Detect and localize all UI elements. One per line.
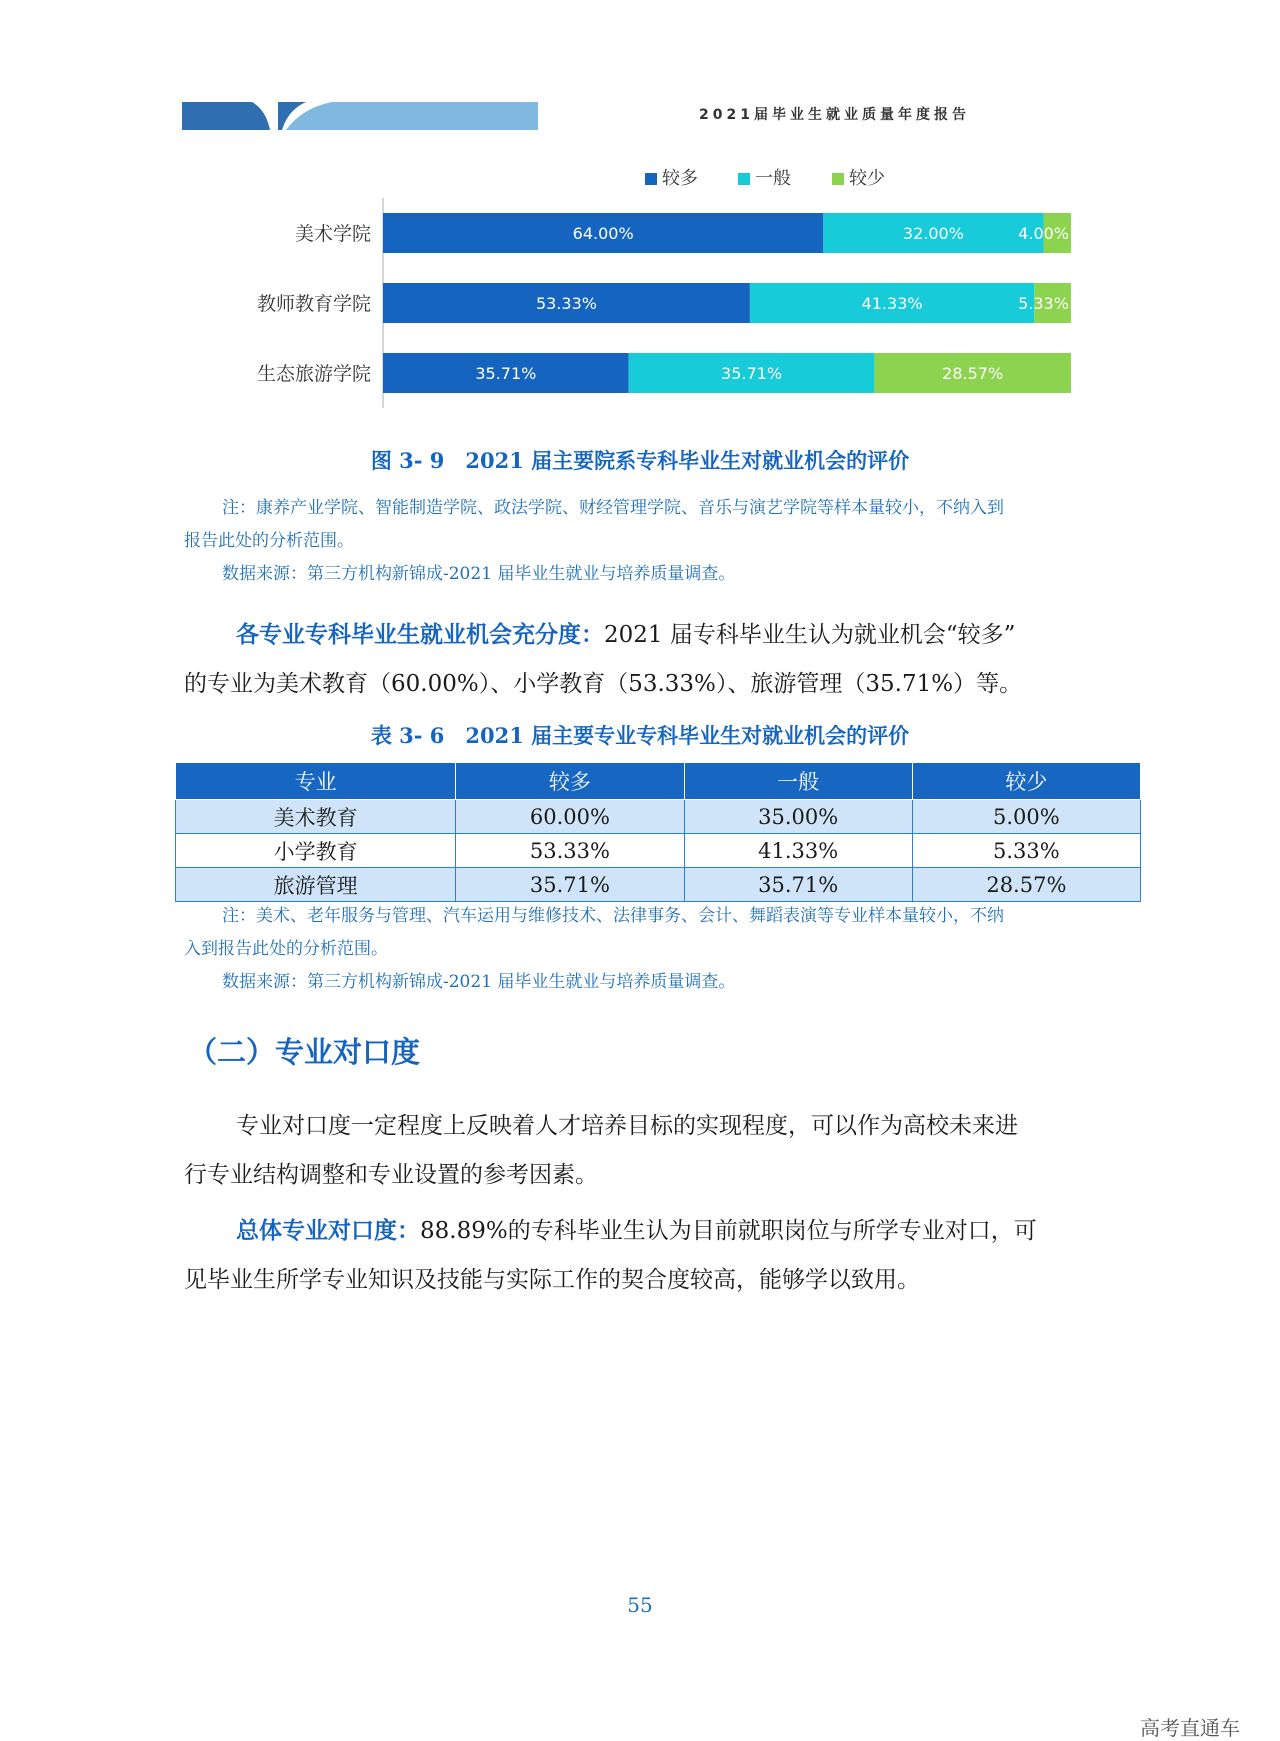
legend-swatch: [832, 173, 844, 185]
bar-data-label: 4.00%: [1018, 224, 1069, 243]
category-label: 美术学院: [294, 223, 371, 245]
table-cell: 5.00%: [912, 800, 1140, 834]
legend-swatch: [645, 173, 657, 185]
table-row: [176, 800, 1141, 834]
table-cell: 35.71%: [456, 868, 684, 902]
figure-note-line1: 注：康养产业学院、智能制造学院、政法学院、财经管理学院、音乐与演艺学院等样本量较小，不纳入到: [222, 498, 1004, 518]
table-header-row: [176, 763, 1141, 800]
table-cell: 5.33%: [912, 834, 1140, 868]
report-header-title: 2021届毕业生就业质量年度报告: [699, 107, 970, 123]
figure-note: [184, 492, 1114, 591]
table-cell: 28.57%: [912, 868, 1140, 902]
legend-label: 较少: [849, 168, 885, 189]
paragraph-text-line1: 88.89%的专科毕业生认为目前就职岗位与所学专业对口，可: [420, 1218, 1037, 1244]
table-note: [184, 900, 1114, 999]
paragraph-text-line2: 见毕业生所学专业知识及技能与实际工作的契合度较高，能够学以致用。: [184, 1267, 920, 1293]
paragraph-employment-opportunity: [184, 610, 1114, 709]
table-cell: 41.33%: [684, 834, 912, 868]
table-cell: 美术教育: [176, 800, 456, 834]
table-note-line1: 注：美术、老年服务与管理、汽车运用与维修技术、法律事务、会计、舞蹈表演等专业样本量较小，不纳: [222, 906, 1004, 926]
paragraph-overall-match: [184, 1206, 1114, 1305]
bar-data-label: 53.33%: [535, 294, 597, 313]
table-row: [176, 834, 1141, 868]
category-label: 生态旅游学院: [256, 363, 371, 385]
table-header-cell: 一般: [684, 763, 912, 800]
table-caption: 表 3- 6 2021 届主要专业专科毕业生对就业机会的评价: [370, 723, 910, 748]
paragraph-line1: 专业对口度一定程度上反映着人才培养目标的实现程度，可以作为高校未来进: [236, 1113, 1018, 1139]
figure-caption: 图 3- 9 2021 届主要院系专科毕业生对就业机会的评价: [370, 448, 910, 473]
paragraph-text-line1: 2021 届专科毕业生认为就业机会“较多”: [604, 622, 1016, 648]
page-number: 55: [627, 1593, 653, 1617]
bar-data-label: 28.57%: [942, 364, 1004, 383]
paragraph-lead: 总体专业对口度：: [236, 1217, 420, 1244]
table-note-line2: 入到报告此处的分析范围。: [184, 939, 388, 959]
bar-data-label: 64.00%: [572, 224, 634, 243]
figure-source: 数据来源：第三方机构新锦成-2021 届毕业生就业与培养质量调查。: [222, 564, 736, 584]
chart-bars: [257, 198, 1071, 408]
table-header-cell: 较多: [456, 763, 684, 800]
legend-label: 一般: [755, 168, 791, 189]
legend-label: 较多: [662, 168, 698, 189]
paragraph-major-match-intro: [184, 1102, 1114, 1200]
legend-swatch: [738, 173, 750, 185]
stacked-bar-chart: [200, 160, 1100, 420]
bar-data-label: 41.33%: [861, 294, 923, 313]
header-banner-graphic: [182, 102, 538, 130]
paragraph-lead: 各专业专科毕业生就业机会充分度：: [236, 621, 604, 648]
bar-data-label: 5.33%: [1018, 294, 1069, 313]
major-evaluation-table: [175, 762, 1141, 902]
bar-data-label: 35.71%: [721, 364, 783, 383]
table-cell: 35.00%: [684, 800, 912, 834]
table-cell: 53.33%: [456, 834, 684, 868]
table-header-cell: 较少: [912, 763, 1140, 800]
watermark-text: 高考直通车: [1140, 1716, 1240, 1740]
table-cell: 60.00%: [456, 800, 684, 834]
table-cell: 旅游管理: [176, 868, 456, 902]
category-label: 教师教育学院: [256, 293, 371, 315]
paragraph-line2: 行专业结构调整和专业设置的参考因素。: [184, 1162, 598, 1188]
table-cell: 35.71%: [684, 868, 912, 902]
table-source: 数据来源：第三方机构新锦成-2021 届毕业生就业与培养质量调查。: [222, 972, 736, 992]
chart-legend: [645, 168, 885, 189]
section-heading: （二）专业对口度: [188, 1035, 421, 1069]
table-cell: 小学教育: [176, 834, 456, 868]
table-header-cell: 专业: [176, 763, 456, 800]
bar-data-label: 32.00%: [902, 224, 964, 243]
figure-note-line2: 报告此处的分析范围。: [184, 531, 354, 551]
bar-data-label: 35.71%: [475, 364, 537, 383]
paragraph-text-line2: 的专业为美术教育（60.00%）、小学教育（53.33%）、旅游管理（35.71%）等。: [184, 671, 1023, 697]
table-row: [176, 868, 1141, 902]
